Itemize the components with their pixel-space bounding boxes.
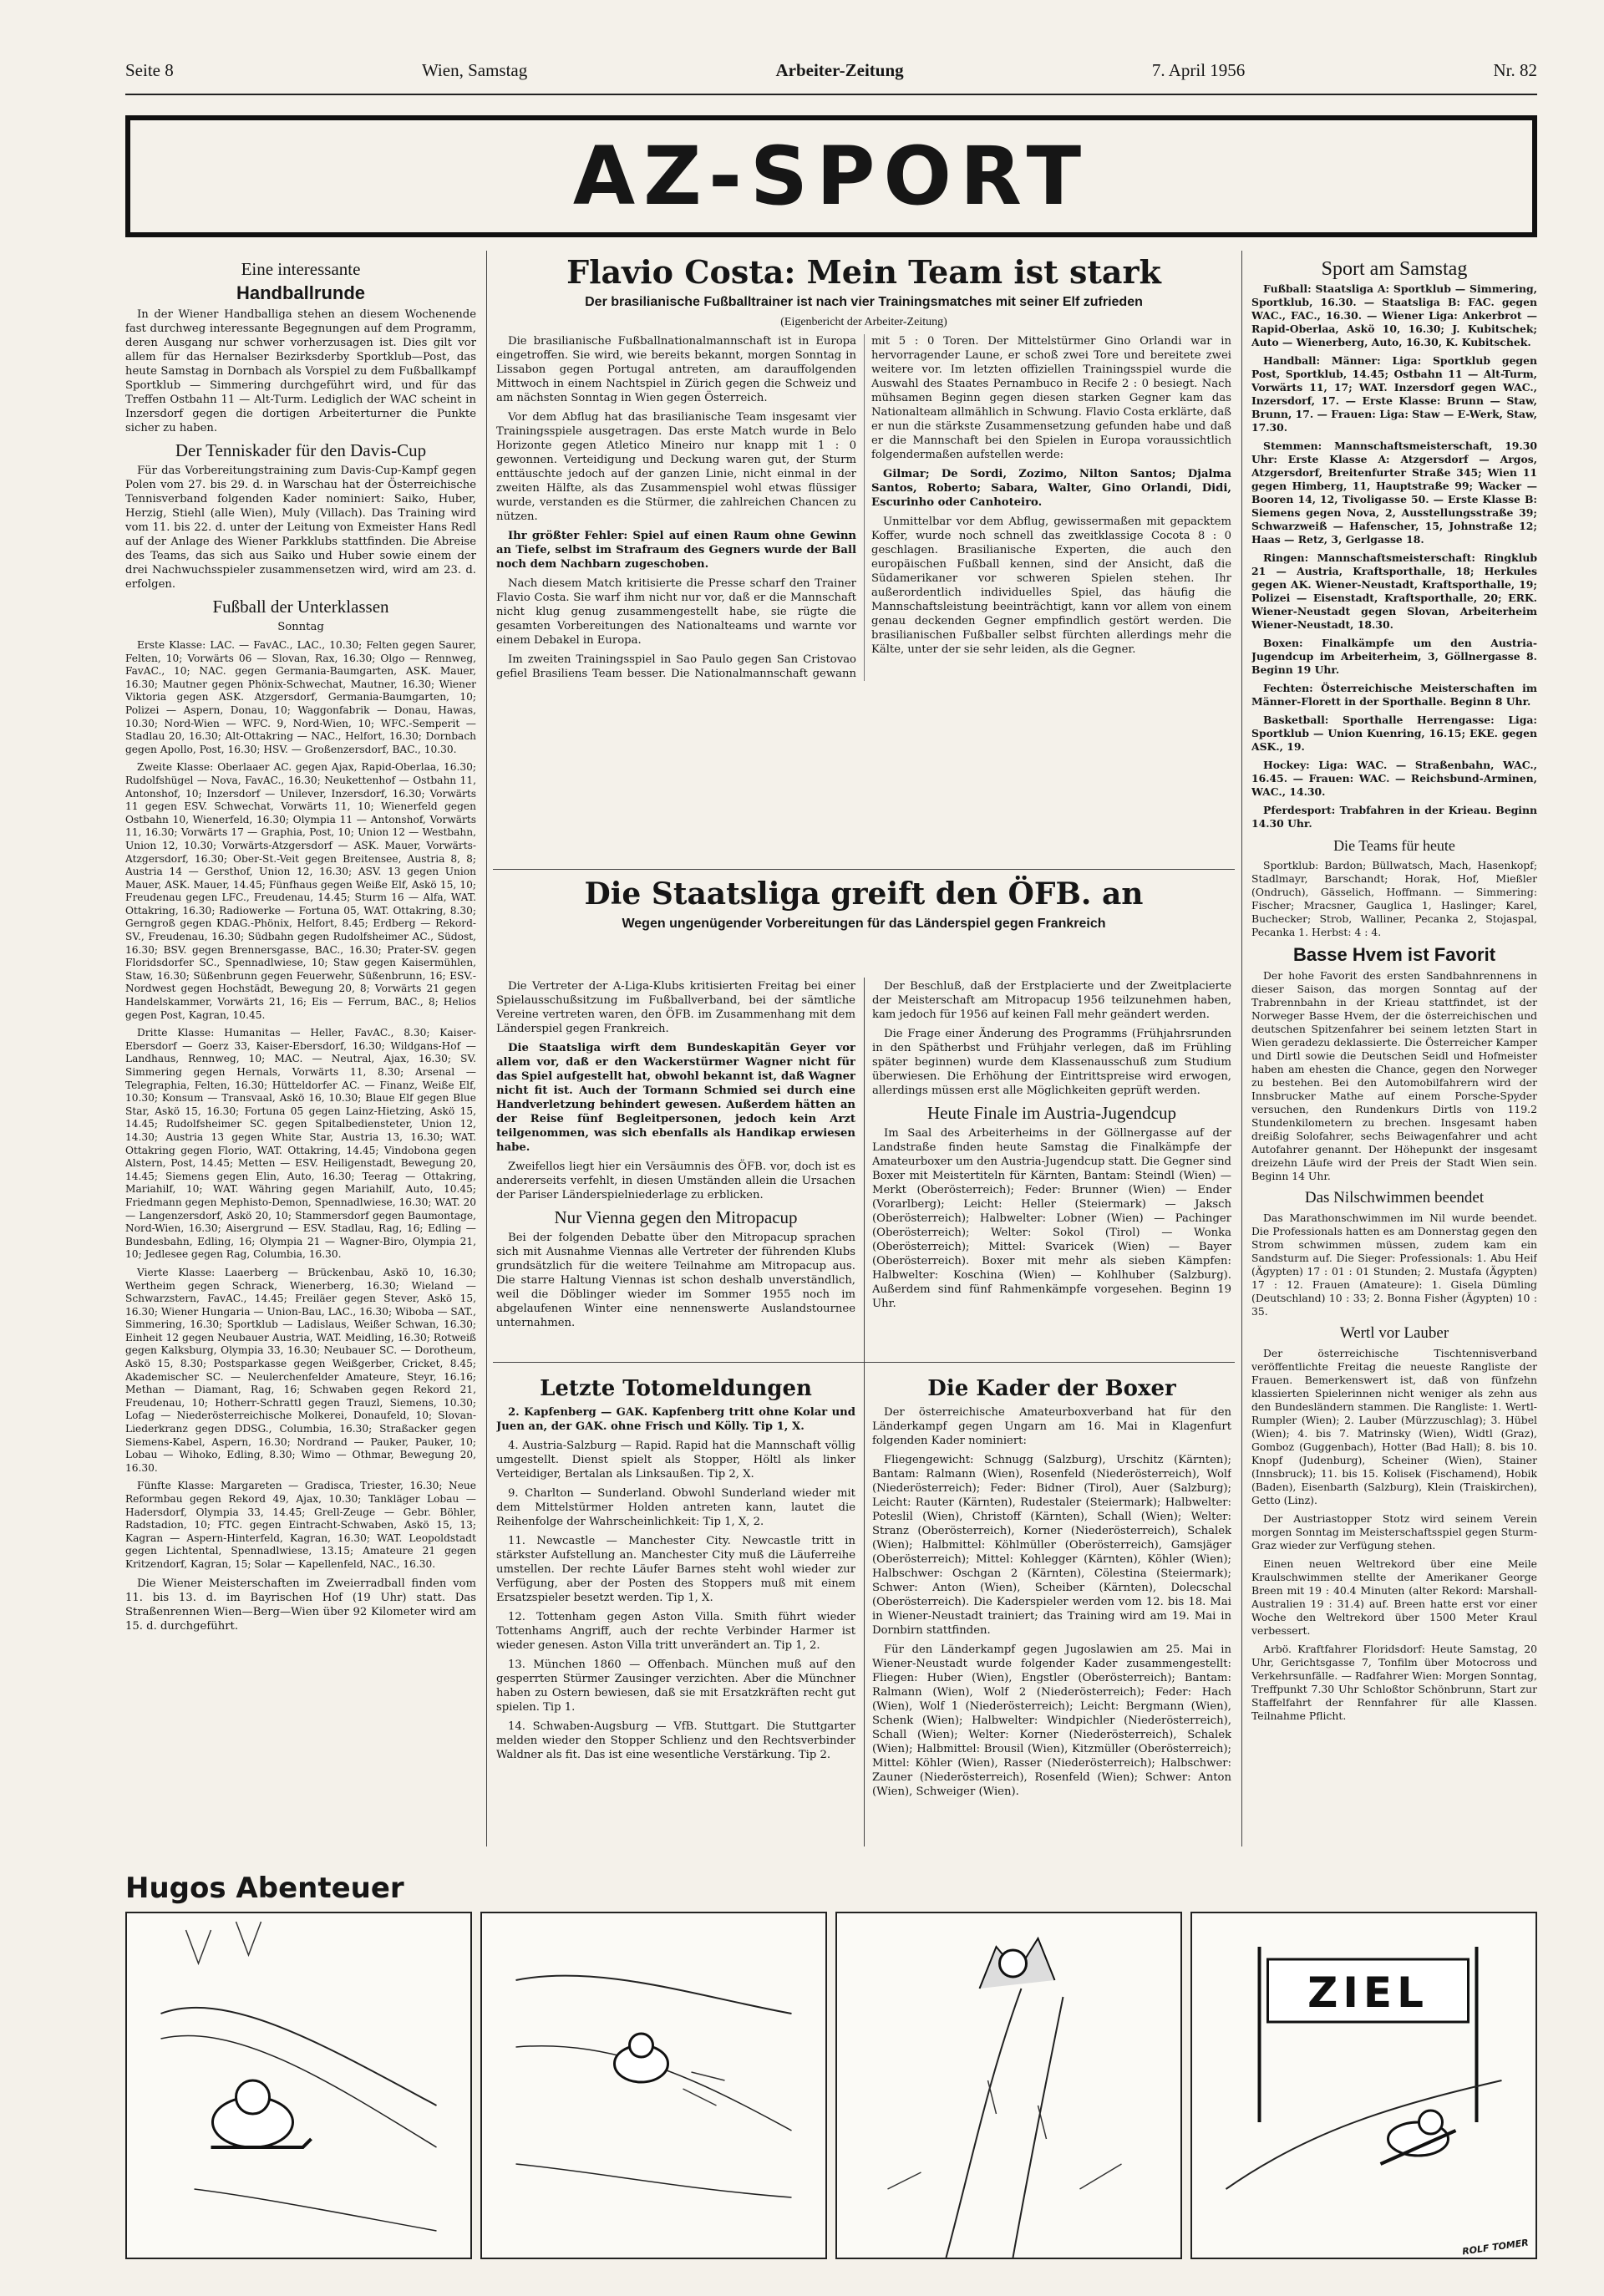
unterklassen-day: Sonntag	[277, 621, 324, 633]
samstag-fussball: Fußball: Staatsliga A: Sportklub — Simmering, Sportklub, 16.30. — Staatsliga B: FAC. gegen WAC., FAC., 16.30. — Wiener Liga: Ankerbrot — Rapid-Oberlaa, Askö 10, 16.30; J. Kubitschek; Auto — Wienerberg, Auto, 16.30, K. Kubitschek.	[1251, 282, 1537, 348]
boxer-title: Die Kader der Boxer	[927, 1376, 1176, 1401]
column-rule-left	[486, 251, 487, 1846]
samstag-stemmen: Stemmen: Mannschaftsmeisterschaft, 19.30 Uhr: Erste Klasse A: Atzgersdorf — Argos, Atzgersdorf, Breitenfurter Straße 345; Wien 11 gegen Himberg, 11, Hauptstraße 99; Wacker — Booren 14, 12, Tivoligasse 50. — Erste Klasse B: Siemens gegen Nova, 2, Ausstellungsstraße 39; Schwarzweiß — Hafenscher, 15, Johnstraße 12; Haas — Retz, 3, Gerlgasse 18.	[1251, 439, 1537, 546]
staatsliga-para-2: Die Staatsliga wirft dem Bundeskapitän Geyer vor allem vor, daß er den Wackerstürmer Wagner nicht für das Spiel aufgestellt hat, obwohl bekannt ist, daß Wagner nicht fit ist. Auch der Tormann Schmied sei durch eine Handverletzung behindert gewesen. Außerdem hätten an der Reise fünf Begleitpersonen, jedoch kein Arzt teilgenommen, was sich ebenfalls als Handikap erwiesen habe.	[496, 1042, 855, 1154]
teams-title: Die Teams für heute	[1333, 837, 1455, 854]
staatsliga-col-a	[496, 979, 855, 1355]
boxer-para-2: Fliegengewicht: Schnugg (Salzburg), Urschitz (Kärnten); Bantam: Ralmann (Wien), Rosenfeld (Niederösterreich), Wolf (Niederösterreich); Feder: Bidner (Tirol), Auer (Salzburg); Leicht: Rauter (Kärnten), Rudestaler (Steiermark); Halbwelter: Poteslil (Wien), Christoff (Kärnten), Schall (Wien); Welter: Stranz (Oberösterreich), Korner (Niederösterreich), Schalek (Wien); Halbmittel: Köhlmüller (Oberösterreich), Gamsjäger (Oberösterreich); Mittel: Kohlegger (Kärnten), Köhler (Wien); Halbschwer: Oschgan 2 (Kärnten), Cölestina (Steiermark); Schwer: Anton (Wien), Scheiber (Kärnten), Dolecschal (Oberösterreich). Die Kaderspieler werden vom 12. bis 18. Mai in Wiener-Neustadt trainiert; das Training wird am 19. Mai in Dornbirn stattfinden.	[872, 1454, 1231, 1637]
costa-para-4: Nach diesem Match kritisierte die Presse scharf den Trainer Flavio Costa. Sie warf ihm nicht nur vor, daß er die Mannschaft nicht klug genug zusammengestellt habe, sie rügte die gesamten Vorbereitungen des Nationalteams und warnte vor einem Debakel in Europa.	[496, 577, 856, 647]
costa-para-7: Unmittelbar vor dem Abflug, gewissermaßen mit gepacktem Koffer, wurde noch schnell das zweitklassige Cocota 8 : 0 geschlagen. Brasilianische Experten, die auch den europäischen Fußball kennen, sind der Ansicht, daß die Südamerikaner vor schweren Spielen stehen. Ihr außerordentlich individuelles Spiel, das häufig die Mannschaftsleistung beeinträchtigt, kann vor allem von einem genau deckenden Gegner empfindlich gestört werden. Die brasilianischen Fußballer selbst fürchten allerdings mehr die Kälte, unter der sie sehr leiden, als die Gegner.	[871, 516, 1231, 656]
toto-item-6: 13. München 1860 — Offenbach. München muß auf den gesperrten Stürmer Zausinger verzichten. Aber die Münchner haben zu Ostern bewiesen, daß sie mit Ersatzkräften recht gut spielen. Tip 1.	[496, 1659, 855, 1714]
unterklassen-para-5: Fünfte Klasse: Margareten — Gradisca, Triester, 16.30; Neue Reformbau gegen Rekord 49, Ajax, 10.30; Tankläger Lobau — Hadersdorf, Olympia 33, 14.45; Grell-Zeuge — Gebr. Böhler, Radstadion, 10; FTC. gegen Eintracht-Schwaben, Askö 15, 13; Kagran — Aspern-Hinterfeld, Kagran, 16.30; WAT. Leopoldstadt gegen Lichtental, Spennadlwiese, 13.15; Amateure 21 gegen Kritzendorf, Kagran, 15; Solar — Kapellenfeld, NAC., 16.30.	[125, 1480, 476, 1570]
comic-panel-4-drawing	[1192, 1913, 1535, 2258]
toto-item-2: 4. Austria-Salzburg — Rapid. Rapid hat die Mannschaft völlig umgestellt. Dienst spielt als Stopper, Höltl als linker Verteidiger, Bertalan als Linksaußen. Tip 2, X.	[496, 1440, 855, 1481]
samstag-title: Sport am Samstag	[1321, 258, 1468, 280]
costa-subtitle: Der brasilianische Fußballtrainer ist nach vier Trainingsmatches mit seiner Elf zufrieden	[585, 295, 1143, 309]
staatsliga-title: Die Staatsliga greift den ÖFB. an	[584, 876, 1144, 912]
handball-title-2: Handballrunde	[236, 282, 365, 303]
samstag-pferdesport: Pferdesport: Trabfahren in der Krieau. Beginn 14.30 Uhr.	[1251, 804, 1537, 830]
lauber-para-4: Arbö. Kraftfahrer Floridsdorf: Heute Samstag, 20 Uhr, Gerichtsgasse 7, Tonfilm über Motocross und Verkehrsunfälle. — Radfahrer Wien: Morgen Sonntag, Treffpunkt 7.30 Uhr Schloßtor Schönbrunn, Start zur Staffelfahrt der Rennfahrer für alle Klassen. Teilnahme Pflicht.	[1251, 1643, 1537, 1722]
toto-item-5: 12. Tottenham gegen Aston Villa. Smith führt wieder Tottenhams Angriff, auch der rechte Verbinder Harmer ist wieder genesen. Aston Villa tritt unverändert an. Tip 1, 2.	[496, 1611, 855, 1652]
page-header	[125, 60, 1537, 95]
davis-body: Für das Vorbereitungstraining zum Davis-Cup-Kampf gegen Polen vom 27. bis 29. d. in Warschau hat der Österreichische Tennisverband folgenden Kader nominiert: Saiko, Huber, Herzig, Stiehl (alle Wien), Muly (Villach). Das Training wird vom 11. bis 22. d. unter der Leitung von Exmeister Hans Redl auf der Anlage des Wiener Parkklubs stattfinden. Die Abreise des Teams, das sich aus Saiko und Huber sowie einem der drei Nachwuchsspieler zusammensetzen wird, wird am 23. d. erfolgen.	[125, 465, 476, 591]
toto-item-7: 14. Schwaben-Augsburg — VfB. Stuttgart. Die Stuttgarter melden wieder den Stopper Schlienz und den Rechtsverbinder Waldner als fit. Das ist eine wesentliche Verstärkung. Tip 2.	[496, 1720, 855, 1761]
samstag-boxen: Boxen: Finalkämpfe um den Austria-Jugendcup im Arbeiterheim, 3, Göllnergasse 8. Beginn 19 Uhr.	[1251, 637, 1537, 676]
costa-lineup: Gilmar; De Sordi, Zozimo, Nilton Santos; Djalma Santos, Roberto; Sabara, Walter, Gino Orlandi, Didi, Escurinho oder Canhoteiro.	[871, 468, 1231, 509]
comic-panel-2-drawing	[482, 1913, 825, 2258]
lauber-title: Wertl vor Lauber	[1339, 1324, 1449, 1342]
staatsliga-para-1: Die Vertreter der A-Liga-Klubs kritisierten Freitag bei einer Spielausschußsitzung im Fußballverband, bei der sämtliche Vereine vertreten waren, den ÖFB. im Zusammenhang mit dem Länderspiel gegen Frankreich.	[496, 980, 855, 1035]
staatsliga-para-3: Zweifellos liegt hier ein Versäumnis des ÖFB. vor, doch ist es andererseits verfehlt, in diesen Umständen allein die Ursachen der Pariser Länderspielniederlage zu erblicken.	[496, 1161, 855, 1201]
jugendcup-title: Heute Finale im Austria-Jugendcup	[926, 1103, 1177, 1123]
costa-article	[496, 254, 1231, 864]
costa-title: Flavio Costa: Mein Team ist stark	[566, 254, 1161, 291]
handball-title-1: Eine interessante	[241, 259, 361, 279]
nil-body: Das Marathonschwimmen im Nil wurde beendet. Die Professionals hatten es am Donnerstag gegen den Strom schwimmen müssen, zudem kam ein Sandsturm auf. Die Sieger: Professionals: 1. Abu Heif (Ägypten) 17 : 01 : 01 Stunden; 2. Mustafa (Ägypten) 17 : 12. Frauen (Amateure): 1. Gisela Dümling (Deutschland) 10 : 33; 2. Bonna Fisher (Ägypten) 10 : 35.	[1251, 1211, 1537, 1318]
costa-para-5: Im zweiten Trainingsspiel in Sao Paulo gegen San Cristovao gefiel Brasiliens Team besser. Die Nationalmannschaft gewann mit 5 : 0 Toren. Der Mittelstürmer Gino Orlandi war in hervorragender Laune, er schoß zwei Tore und bereitete zwei weitere vor. Im letzten offiziellen Trainingsspiel wurde die Auswahl des Staates Pernambuco in Recife 2 : 0 besiegt. Nach mühsamen Beginn gegen diesen starken Gegner kam das Nationalteam allmählich in Schwung. Flavio Costa erklärte, daß er nun die stärkste Zusammensetzung gefunden habe und daß er die Mannschaft bei den Spielen in Europa voraussichtlich folgendermaßen aufstellen werde:	[496, 335, 1231, 680]
place-day: Wien, Samstag	[421, 60, 528, 80]
ziel-sign-text: ZIEL	[1307, 1968, 1429, 2017]
unterklassen-para-2: Zweite Klasse: Oberlaaer AC. gegen Ajax, Rapid-Oberlaa, 16.30; Rudolfshügel — Nova, FavAC., 16.30; Neukettenhof — Ostbahn 11, Antonshof, 10; Inzersdorf — Unilever, Inzersdorf, 16.30; Vorwärts 11 gegen ESV. Schwechat, Vorwärts 11, 10; Wienerfeld gegen Ostbahn 10, Wienerfeld, 16.30; Olympia 11 — Antonshof, Vorwärts 11, 16.30; Vorwärts 17 — Graphia, Post, 10; Union 12 — Westbahn, Union 12, 10.30; Vorwärts-Atzgersdorf — ASK. Mauer, Vorwärts-Atzgersdorf, 16.30; Ober-St.-Veit gegen Breitensee, Austria 8, 8; Austria 14 — Gersthof, Union 12, 16.30; ASV. 13 gegen Union Mauer, ASK. Mauer, 14.45; Fünfhaus gegen Weiße Elf, Askö 15, 10; Freudenau gegen LFC., Freudenau, 14.45; Sturm 16 — Alfa, WAT. Ottakring, 16.30; Radiowerke — Fortuna 05, WAT. Ottakring, 8.30; Gerngroß gegen KDAG.-Phönix, Helfort, 8.45; Erdberg — Rekord-SV., Freudenau, 16.30; Südbahn gegen Rudolfsheimer AC., Südost, 16.30; BSV. gegen Brennersgasse, BAC., 16.30; Prater-SV. gegen Floridsdorfer SC., Spennadlwiese, 10; Staw gegen Kaisermühlen, Staw, 16.30; Süßenbrunn gegen Feuerwehr, Süßenbrunn, 16; ESV.-Nordwest gegen Hochstädt, Bewegung 20, 8; Vorwärts 21 gegen Handelskammer, Vorwärts 21, 16; Eis — Ferrum, BAC., 8; Helios gegen Post, Kagran, 10.45.	[125, 761, 476, 1021]
comic-panel-3	[835, 1912, 1182, 2259]
right-column	[1251, 254, 1537, 1846]
samstag-ringen: Ringen: Mannschaftsmeisterschaft: Ringklub 21 — Austria, Kraftsporthalle, 18; Herkules gegen AK. Wiener-Neustadt, Kraftsporthalle, 19; Polizei — Eisenstadt, Kraftsporthalle, 20; ERK. Wiener-Neustadt gegen Slovan, Arbeiterheim Wiener-Neustadt, 18.30.	[1251, 551, 1537, 631]
publication-name: Arbeiter-Zeitung	[775, 60, 904, 80]
staatsliga-header	[496, 876, 1231, 976]
staatsliga-col-b	[872, 979, 1231, 1355]
radball-note: Die Wiener Meisterschaften im Zweierradball finden vom 11. bis 13. d. im Bayrischen Hof (19 Uhr) statt. Das Straßenrennen Wien—Berg—Wien über 92 Kilometer wird am 15. d. durchgeführt.	[125, 1577, 476, 1633]
column-rule-right	[1241, 251, 1242, 1846]
vienna-title: Nur Vienna gegen den Mitropacup	[554, 1207, 798, 1227]
column-rule-staatsliga	[864, 978, 865, 1370]
samstag-hockey: Hockey: Liga: WAC. — Straßenbahn, WAC., 16.45. — Frauen: WAC. — Reichsbund-Arminen, WAC., 14.30.	[1251, 759, 1537, 798]
costa-para-3: Ihr größter Fehler: Spiel auf einen Raum ohne Gewinn an Tiefe, selbst im Strafraum des Gegners wurde der Ball noch dem Nachbarn zugeschoben.	[496, 530, 856, 571]
vienna-body: Bei der folgenden Debatte über den Mitropacup sprachen sich mit Ausnahme Viennas alle Vertreter der führenden Klubs grundsätzlich für die weitere Teilnahme am Mitropacup aus. Die starre Haltung Viennas ist schon deshalb unverständlich, weil die Döblinger wieder im Sommer 1955 noch im abgelaufenen Winter eine nennenswerte Auslandstournee unternahmen.	[496, 1232, 855, 1329]
lauber-para-1: Der österreichische Tischtennisverband veröffentlichte Freitag die neueste Rangliste der Frauen. Bemerkenswert ist, daß von fünfzehn klassierten Spielerinnen nicht weniger als zehn aus den Bundesländern stammen. Die Rangliste: 1. Wertl-Rumpler (Wien); 2. Lauber (Mürzzuschlag); 3. Hübel (Wien); 4. bis 7. Matrinsky (Wien), Widtl (Graz), Gomboz (Guggenbach), Hotter (Bad Hall); 8. bis 10. Knopf (Judenburg), Scheiner (Wien), Stainer (Innsbruck); 11. bis 15. Kolisek (Fischamend), Hobik (Baden), Eisenbarth (Salzburg), Klein (Traiskirchen), Getto (Linz).	[1251, 1347, 1537, 1506]
costa-para-2: Vor dem Abflug hat das brasilianische Team insgesamt vier Trainingsspiele ausgetragen. Das erste Match wurde in Belo Horizonte gegen Atletico Mineiro nur knapp mit 1 : 0 gewonnen. Verteidigung und Deckung waren gut, der Sturm enttäuschte jedoch auf der ganzen Linie, nicht einmal in der zweiten Hälfte, als das Zusammenspiel wohl etwas flüssiger wurde, verstanden es die Stürmer, die zahlreichen Chancen zu nützen.	[496, 411, 856, 523]
hvem-body: Der hohe Favorit des ersten Sandbahnrennens in dieser Saison, das morgen Sonntag auf der Trabrennbahn in der Krieau stattfindet, ist der Norweger Basse Hvem, der die österreichischen und deutschen Spitzenfahrer bei seinem letzten Start in Wien geradezu deklassierte. Die Österreicher Kamper und Dirtl sowie die Deutschen Seidl und Hofmeister haben am ehesten die Chance, gegen den Norweger zu bestehen. Bei den Automobilfahrern wird der Innsbrucker Mathe auf einem Porsche-Spyder versuchen, den Rundenkurs Dirtls von 119.2 Stundenkilometern zu brechen. Insgesamt haben dreißig Solofahrer, sechs Beiwagenfahrer und acht Autofahrer genannt. Der Höhepunkt der insgesamt dreizehn Läufe wird der Preis der Stadt Wien sein. Beginn 14 Uhr.	[1251, 969, 1537, 1182]
comic-panel-1	[125, 1912, 472, 2259]
rule-toto-top	[493, 1362, 1235, 1363]
comic-panel-3-drawing	[837, 1913, 1180, 2258]
handball-body: In der Wiener Handballiga stehen an diesem Wochenende fast durchweg interessante Begegnungen auf dem Programm, deren Ausgang nur schwer vorherzusagen ist. Dies gilt vor allem für das Hernalser Bezirksderby Sportklub—Post, das heute Samstag in Dornbach als Vorspiel zu dem Fußballkampf Sportklub — Simmering durchgeführt wird, und für das Treffen Ostbahn 11 — Alt-Turm. Lediglich der WAC scheint in Inzersdorf gegen die dortigen Arbeiterturner die Punkte sicher zu haben.	[125, 308, 476, 434]
unterklassen-title: Fußball der Unterklassen	[212, 597, 389, 617]
artist-signature: ROLF TOMER	[1461, 2237, 1530, 2258]
costa-body	[496, 334, 1231, 681]
unterklassen-para-4: Vierte Klasse: Laaerberg — Brückenbau, Askö 10, 16.30; Wertheim gegen Schrack, Wienerberg, 16.30; Wieland — Schwarzstern, FavAC., 14.45; Freiläer gegen Stever, Askö 15, 16.30; Wiener Hungaria — Union-Bau, LAC., 16.30; Wiboba — SAT., Simmering, 16.30; Sportklub — Ladislaus, Weißer Schwan, 16.30; Einheit 12 gegen Neubauer Austria, WAT. Meidling, 16.30; Rotweiß gegen Kalksburg, Olympia 33, 16.30; Neubauer SC. — Dorotheum, Askö 15, 8.30; Postsparkasse gegen Weißgerber, Cricket, 8.45; Akademischer SC. — Neulerchenfelder Amateure, Steyr, 16.16; Methan — Diamant, Rag, 16; Schwaben gegen Rekord 21, Freudenau, 10; Hotherr-Schrattl gegen Trauzl, Siemens, 10.30; Lofag — Niederösterreichische Molkerei, Donaufeld, 10; Slovan-Liederkranz gegen DDSG., Columbia, 16.30; Straßacker gegen Siemens-Kabel, Aspern, 16.30; Nordrand — Pauker, Pauker, 10; Lobau — Wihoko, Edling, 8.30; Wimo — Othmar, Bewegung 20, 16.30.	[125, 1266, 476, 1474]
lauber-para-2: Der Austriastopper Stotz wird seinem Verein morgen Sonntag im Meisterschaftsspiel gegen Sturm-Graz wieder zur Verfügung stehen.	[1251, 1512, 1537, 1552]
davis-title: Der Tenniskader für den Davis-Cup	[175, 440, 427, 460]
toto-item-1: 2. Kapfenberg — GAK. Kapfenberg tritt ohne Kolar und Juen an, der GAK. ohne Frisch und Kölly. Tip 1, X.	[496, 1406, 855, 1433]
samstag-handball: Handball: Männer: Liga: Sportklub gegen Post, Sportklub, 14.45; Ostbahn 11 — Alt-Turm, Vorwärts 11, 17; WAT. Inzersdorf gegen WAC., Inzersdorf, 17. — Erste Klasse: Brunn — Staw, Brunn, 17. — Frauen: Liga: Staw — E-Werk, Staw, 17.30.	[1251, 354, 1537, 434]
issue-number: Nr. 82	[1493, 60, 1537, 80]
nil-title: Das Nilschwimmen beendet	[1304, 1189, 1485, 1206]
column-rule-toto	[864, 1370, 865, 1846]
costa-byline: (Eigenbericht der Arbeiter-Zeitung)	[780, 316, 947, 328]
left-column	[125, 254, 476, 1846]
rule-costa-bottom	[493, 869, 1235, 870]
comic-strip	[125, 1912, 1537, 2259]
toto-item-4: 11. Newcastle — Manchester City. Newcastle tritt in stärkster Aufstellung an. Manchester City muß die Läuferreihe umstellen. Der rechte Läufer Barnes steht wohl wieder zur Verfügung, aber der Posten des Stoppers muß mit einem Ersatzspieler besetzt werden. Tip 1, X.	[496, 1535, 855, 1604]
sport-masthead	[125, 115, 1537, 237]
boxer-para-3: Für den Länderkampf gegen Jugoslawien am 25. Mai in Wiener-Neustadt wurde folgender Kader zusammengestellt: Fliegen: Huber (Wien), Engstler (Oberösterreich); Bantam: Ralmann (Wien), Wolf 2 (Niederösterreich); Feder: Hach (Wien), Wolf 1 (Niederösterreich); Leicht: Bergmann (Wien), Schenk (Wien); Halbwelter: Windpichler (Niederösterreich), Schall (Wien); Welter: Korner (Niederösterreich), Schalek (Wien); Halbmittel: Brousil (Wien), Kitzmüller (Oberösterreich); Mittel: Köhler (Wien), Rasser (Niederösterreich); Halbschwer: Zauner (Niederösterreich), Rosenfeld (Wien); Schwer: Anton (Wien), Schweiger (Wien).	[872, 1643, 1231, 1798]
unterklassen-para-1: Erste Klasse: LAC. — FavAC., LAC., 10.30; Felten gegen Saurer, Felten, 10; Vorwärts 06 — Slovan, Rax, 16.30; Olgo — Rennweg, FavAC., 10; NAC. gegen Germania-Baumgarten, ASK. Mauer, 16.30; Mautner gegen Phönix-Schwechat, Mautner, 16.30; Wiener Viktoria gegen ASK. Atzgersdorf, Germania-Baumgarten, 10; Polizei — Aspern, Donau, 10; Waggonfabrik — Donau, Hawas, 10.30; Nord-Wien — WFC. 9, Nord-Wien, 10; WFC.-Semperit — Stadlau 20, 16.30; Alt-Ottakring — NAC., Helfort, 16.30; Dornbach gegen Apollo, Post, 16.30; HSV. — Großenzersdorf, BAC., 10.30.	[125, 639, 476, 755]
samstag-fechten: Fechten: Österreichische Meisterschaften im Männer-Florett in der Sporthalle. Beginn 8 Uhr.	[1251, 682, 1537, 708]
toto-item-3: 9. Charlton — Sunderland. Obwohl Sunderland wieder mit dem Mittelstürmer Holden antreten kann, lautet die Reihenfolge der Wahrscheinlichkeit: Tip 1, X, 2.	[496, 1487, 855, 1528]
staatsliga-para-5: Die Frage einer Änderung des Programms (Frühjahrsrunden in den Spätherbst und Frühjahr verlegen, daß im Frühling später beginnen) wurde dem Klassenausschuß zum Studium überwiesen. Die Erhöhung der Eintrittspreise wird erwogen, allerdings müssen erst alle Möglichkeiten geprüft werden.	[872, 1028, 1231, 1097]
staatsliga-subtitle: Wegen ungenügender Vorbereitungen für das Länderspiel gegen Frankreich	[622, 917, 1106, 931]
costa-para-1: Die brasilianische Fußballnationalmannschaft ist in Europa eingetroffen. Sie wird, wie bereits bekannt, morgen Sonntag in Lissabon gegen Portugal antreten, am darauffolgenden Mittwoch in einem Nachtspiel in Zürich gegen die Schweiz und am nächsten Sonntag in Wien gegen Österreich.	[496, 335, 856, 404]
comic-panel-2	[480, 1912, 827, 2259]
toto-article	[496, 1370, 855, 1846]
comic-title: Hugos Abenteuer	[125, 1872, 404, 1905]
teams-body: Sportklub: Bardon; Büllwatsch, Mach, Hasenkopf; Stadlmayr, Barschandt; Horak, Hof, Mießler (Ondruch), Gässelich, Hoffmann. — Simmering: Fischer; Mracsner, Gauglica 1, Haslinger; Karel, Buchecker; Strob, Walliner, Pecanka 2, Stojaspal, Pecanka 1. Herbst: 4 : 4.	[1251, 859, 1537, 938]
page-number: Seite 8	[125, 60, 174, 80]
boxer-para-1: Der österreichische Amateurboxverband hat für den Länderkampf gegen Ungarn am 16. Mai in Klagenfurt folgenden Kader nominiert:	[872, 1406, 1231, 1447]
toto-title: Letzte Totomeldungen	[540, 1376, 812, 1401]
boxer-article	[872, 1370, 1231, 1846]
comic-panel-1-drawing	[127, 1913, 470, 2258]
issue-date: 7. April 1956	[1151, 60, 1246, 80]
comic-panel-4	[1190, 1912, 1537, 2259]
lauber-para-3: Einen neuen Weltrekord über eine Meile Kraulschwimmen stellte der Amerikaner George Breen mit 19 : 40.4 Minuten (alter Rekord: Marshall-Australien 19 : 31.4) auf. Breen hatte erst vor einer Woche den Weltrekord über 1500 Meter Kraul verbessert.	[1251, 1557, 1537, 1637]
hvem-title: Basse Hvem ist Favorit	[1292, 944, 1496, 965]
staatsliga-para-4: Der Beschluß, daß der Erstplacierte und der Zweitplacierte der Meisterschaft am Mitropacup 1956 teilzunehmen haben, kam jedoch für 1956 auf keinen Fall mehr geändert werden.	[872, 980, 1231, 1021]
unterklassen-para-3: Dritte Klasse: Humanitas — Heller, FavAC., 8.30; Kaiser-Ebersdorf — Goerz 33, Kaiser-Ebersdorf, 16.30; Wildgans-Hof — Landhaus, Rennweg, 10; MAC. — Neutral, Ajax, 16.30; SV. Simmering gegen Hernals, Vorwärts 11, 8.30; Arsenal — Telegraphia, Felten, 16.30; Hütteldorfer AC. — Finanz, Weiße Elf, 10.30; Konsum — Transvaal, Askö 16, 10.30; Blaue Elf gegen Blue Star, Askö 15, 16.30; Fortuna 05 gegen Lainz-Hietzing, Askö 15, 14.45; Rudolfsheimer SC. gegen Spitalbediensteter, Union 12, 14.30; Austria 13 gegen White Star, Austria 13, 16.30; WAT. Ottakring gegen Florio, WAT. Ottakring, 14.45; Vindobona gegen Alstern, Post, 14.45; Metten — ESV. Heiligenstadt, Bewegung 20, 14.45; Siemens gegen Elin, Auto, 16.30; Teerag — Ottakring, Mariahilf, 10; WAT. Währing gegen Mariahilf, Auto, 10.45; Friedmann gegen Mephisto-Demon, Spennadlwiese, 16.30; WAT. 20 — Langenzersdorf, Askö 20, 10; Stammersdorf gegen Baumontage, Nord-Wien, 16.30; Aisergrund — ESV. Stadlau, Rag, 16; Edling — Bundesbahn, Edling, 16; Olympia 21 — Wagner-Biro, Olympia 21, 10; Jedlesee gegen Rag, Columbia, 16.30.	[125, 1027, 476, 1261]
jugendcup-body: Im Saal des Arbeiterheims in der Göllnergasse auf der Landstraße finden heute Samstag die Finalkämpfe der Amateurboxer um den Austria-Jugendcup statt. Die Gegner sind Boxer mit Meistertiteln für Kärnten, Bantam: Steindl (Wien) — Merkt (Oberösterreich); Feder: Brunner (Wien) — Ender (Vorarlberg); Leicht: Heller (Steiermark) — Jaksch (Oberösterreich); Halbwelter: Lobner (Wien) — Pachinger (Oberösterreich); Welter: Sokol (Tirol) — Wonka (Oberösterreich); Mittel: Svaricek (Wien) — Bayer (Oberösterreich). Boxer mit mehr als sieben Kämpfen: Halbwelter: Koschina (Wien) — Kohlhuber (Salzburg). Außerdem sind fünf Rahmenkämpfe vorgesehen. Beginn 19 Uhr.	[872, 1127, 1231, 1310]
samstag-basketball: Basketball: Sporthalle Herrengasse: Liga: Sportklub — Union Kuenring, 16.15; EKE. gegen ASK., 19.	[1251, 714, 1537, 753]
masthead-title: AZ-SPORT	[572, 130, 1090, 223]
